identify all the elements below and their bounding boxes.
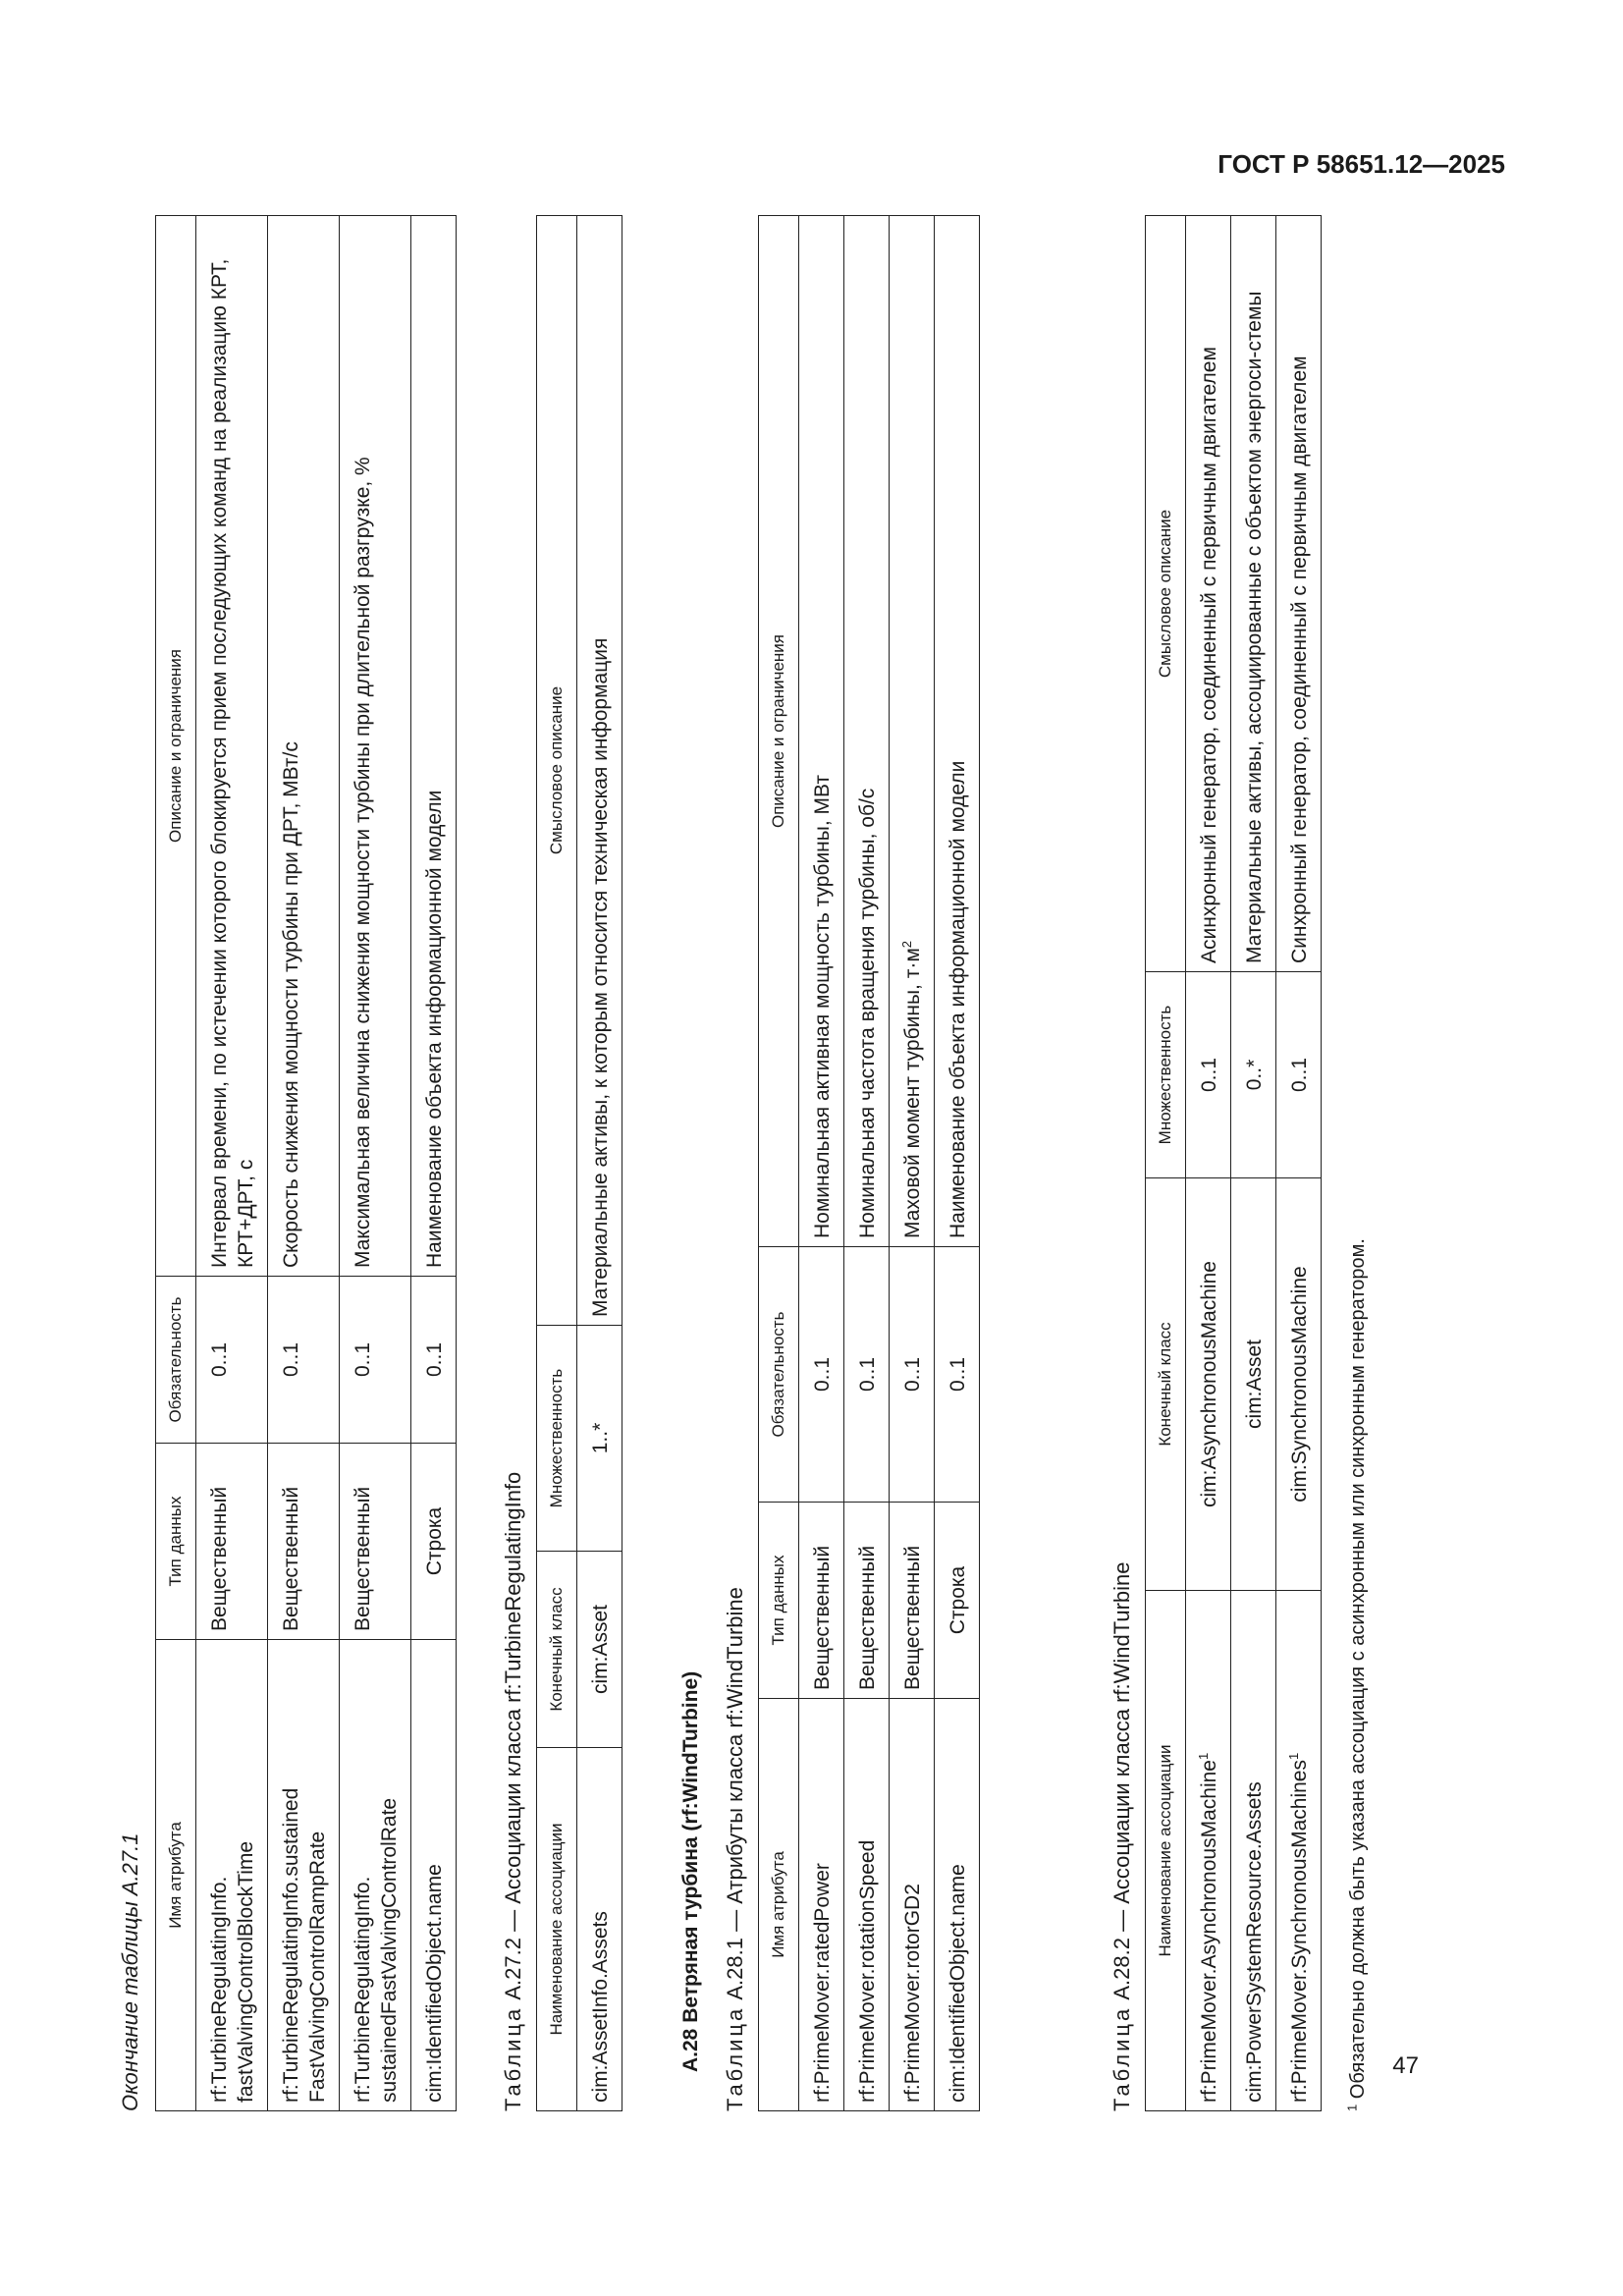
description-cell: Наименование объекта информационной модели [935,216,980,1247]
column-header: Наименование ассоциации [537,1748,577,2111]
table-a28-2 [1145,215,1322,2111]
footnote-reference: 1 [1196,1752,1211,1761]
association-name-cell: cim:PowerSystemResource.Assets [1231,1591,1276,2111]
column-header: Обязательность [759,1247,799,1503]
table-row [890,216,935,2111]
attribute-name-cell: rf:TurbineRegulatingInfo. sustainedFastValvingControlRate [340,1640,411,2111]
rotated-page-content [98,147,1404,2111]
description-cell: Скорость снижения мощности турбины при ДРТ, МВт/с [268,216,340,1277]
table-a27-2 [536,215,622,2111]
document-number: ГОСТ Р 58651.12—2025 [1217,149,1505,179]
table-row [935,216,980,2111]
attribute-name-cell: rf:TurbineRegulatingInfo. fastValvingControlBlockTime [196,1640,268,2111]
caption-text: А.28.2 — Ассоциации класса rf:WindTurbine [1109,1561,1134,2006]
target-class-cell: cim:Asset [1231,1178,1276,1591]
data-type-cell: Вещественный [799,1503,844,1699]
footnote-text: Обязательно должна быть указана ассоциация с асинхронным или синхронным генератором. [1347,1238,1369,2105]
column-header: Наименование ассоциации [1146,1591,1186,2111]
obligation-cell: 0..1 [411,1277,457,1444]
attribute-name-cell: rf:PrimeMover.rotorGD2 [890,1699,935,2111]
table-row [196,216,268,2111]
caption-text: А.28.1 — Атрибуты класса rf:WindTurbine [723,1587,747,2006]
table-header-row [1146,216,1186,2111]
description-cell: Номинальная частота вращения турбины, об/с [844,216,890,1247]
caption-prefix: Таблица [501,2005,525,2111]
target-class-cell: cim:AsynchronousMachine [1186,1178,1231,1591]
page-number: 47 [1392,2052,1419,2079]
association-name-cell: cim:AssetInfo.Assets [577,1748,622,2111]
description-cell [890,216,935,1247]
table-row [340,216,411,2111]
column-header: Тип данных [156,1444,196,1640]
attribute-name-cell: cim:IdentifiedObject.name [411,1640,457,2111]
description-text: Маховой момент турбины, т·м [901,948,924,1238]
table-row [1231,216,1276,2111]
table-a27-1-end [155,215,457,2111]
table-row [411,216,457,2111]
association-name: rf:PrimeMover.SynchronousMachines [1288,1760,1311,2103]
association-name-cell [1276,1591,1322,2111]
target-class-cell: cim:Asset [577,1552,622,1748]
column-header: Множественность [1146,972,1186,1178]
obligation-cell: 0..1 [196,1277,268,1444]
table-a28-1 [758,215,980,2111]
obligation-cell: 0..1 [268,1277,340,1444]
column-header: Описание и ограничения [759,216,799,1247]
footnote [1344,1238,1370,2111]
table-a27-2-caption [501,1472,526,2111]
table-header-row [156,216,196,2111]
column-header: Тип данных [759,1503,799,1699]
multiplicity-cell: 0..1 [1276,972,1322,1178]
semantic-description-cell: Синхронный генератор, соединенный с первичным двигателем [1276,216,1322,972]
description-cell: Наименование объекта информационной модели [411,216,457,1277]
association-name-cell [1186,1591,1231,2111]
description-cell: Номинальная активная мощность турбины, МВт [799,216,844,1247]
table-header-row [537,216,577,2111]
table-row [268,216,340,2111]
caption-prefix: Таблица [723,2005,747,2111]
data-type-cell: Вещественный [196,1444,268,1640]
multiplicity-cell: 0..* [1231,972,1276,1178]
table-a27-1-continuation-caption: Окончание таблицы А.27.1 [118,1832,142,2111]
data-type-cell: Строка [411,1444,457,1640]
semantic-description-cell: Асинхронный генератор, соединенный с первичным двигателем [1186,216,1231,972]
column-header: Множественность [537,1326,577,1552]
column-header: Имя атрибута [156,1640,196,2111]
table-row [577,216,622,2111]
table-a28-2-caption [1109,1561,1135,2111]
description-cell: Максимальная величина снижения мощности турбины при длительной разгрузке, % [340,216,411,1277]
column-header: Описание и ограничения [156,216,196,1277]
section-title: А.28 Ветряная турбина (rf:WindTurbine) [679,1670,702,2072]
multiplicity-cell: 1..* [577,1326,622,1552]
column-header: Смысловое описание [1146,216,1186,972]
attribute-name-cell: rf:PrimeMover.rotationSpeed [844,1699,890,2111]
obligation-cell: 0..1 [935,1247,980,1503]
obligation-cell: 0..1 [340,1277,411,1444]
footnote-reference: 1 [1286,1752,1301,1761]
obligation-cell: 0..1 [799,1247,844,1503]
multiplicity-cell: 0..1 [1186,972,1231,1178]
obligation-cell: 0..1 [844,1247,890,1503]
attribute-name-cell: cim:IdentifiedObject.name [935,1699,980,2111]
data-type-cell: Строка [935,1503,980,1699]
attribute-name-cell: rf:TurbineRegulatingInfo.sustained FastValvingControlRampRate [268,1640,340,2111]
table-row [799,216,844,2111]
table-row [844,216,890,2111]
superscript: 2 [899,941,914,949]
caption-prefix: Таблица [1109,2005,1134,2111]
footnote-mark: 1 [1344,2104,1360,2111]
column-header: Смысловое описание [537,216,577,1326]
data-type-cell: Вещественный [340,1444,411,1640]
data-type-cell: Вещественный [268,1444,340,1640]
obligation-cell: 0..1 [890,1247,935,1503]
table-row [1186,216,1231,2111]
data-type-cell: Вещественный [844,1503,890,1699]
column-header: Имя атрибута [759,1699,799,2111]
table-row [1276,216,1322,2111]
data-type-cell: Вещественный [890,1503,935,1699]
column-header: Обязательность [156,1277,196,1444]
table-a28-1-caption [723,1587,748,2111]
semantic-description-cell: Материальные активы, к которым относится техническая информация [577,216,622,1326]
column-header: Конечный класс [537,1552,577,1748]
attribute-name-cell: rf:PrimeMover.ratedPower [799,1699,844,2111]
caption-text: А.27.2 — Ассоциации класса rf:TurbineRegulatingInfo [501,1471,525,2006]
association-name: rf:PrimeMover.AsynchronousMachine [1198,1760,1220,2103]
description-cell: Интервал времени, по истечении которого блокируется прием последующих команд на реализацию КРТ, КРТ+ДРТ, с [196,216,268,1277]
target-class-cell: cim:SynchronousMachine [1276,1178,1322,1591]
semantic-description-cell: Материальные активы, ассоциированные с объектом энергоси-стемы [1231,216,1276,972]
column-header: Конечный класс [1146,1178,1186,1591]
table-header-row [759,216,799,2111]
